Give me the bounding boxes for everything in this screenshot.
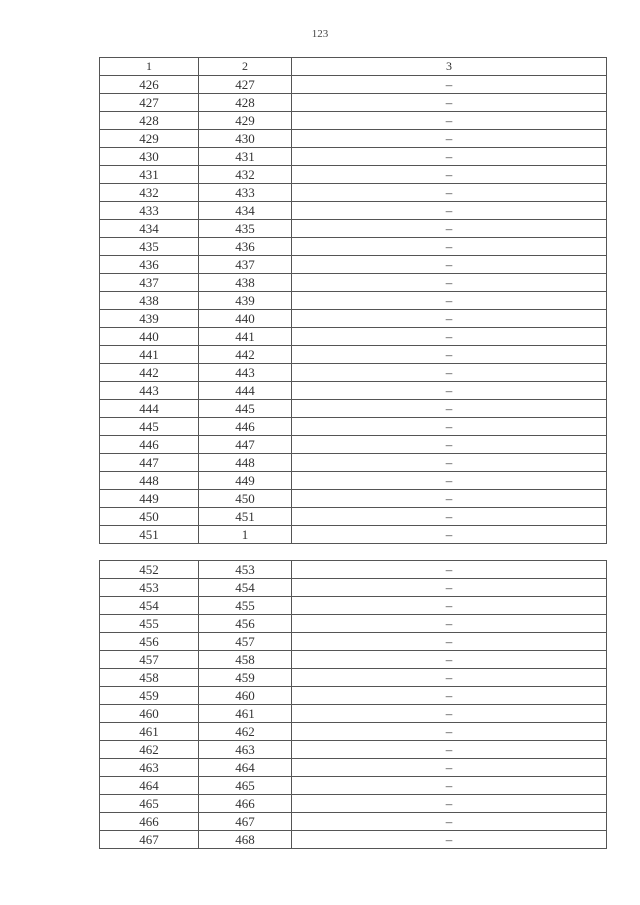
table-cell: –	[292, 651, 607, 669]
table-cell: 463	[100, 759, 199, 777]
table-cell: 457	[100, 651, 199, 669]
table-row	[100, 633, 607, 651]
table-cell: 454	[199, 579, 292, 597]
table-cell: 434	[100, 220, 199, 238]
table-cell: –	[292, 220, 607, 238]
table-cell: –	[292, 741, 607, 759]
table-cell: 461	[199, 705, 292, 723]
table-cell: 439	[100, 310, 199, 328]
table-cell: 444	[199, 382, 292, 400]
table-row	[100, 346, 607, 364]
table-row	[100, 202, 607, 220]
table-cell: –	[292, 202, 607, 220]
table-cell: –	[292, 346, 607, 364]
data-table-container	[99, 57, 606, 849]
data-table	[99, 57, 607, 849]
header-row	[100, 58, 607, 76]
table-cell: 464	[199, 759, 292, 777]
table-cell: 442	[199, 346, 292, 364]
table-cell: –	[292, 76, 607, 94]
table-row	[100, 400, 607, 418]
table-cell: –	[292, 831, 607, 849]
table-cell: –	[292, 148, 607, 166]
table-row	[100, 813, 607, 831]
table-cell: –	[292, 382, 607, 400]
table-row	[100, 831, 607, 849]
table-row	[100, 561, 607, 579]
table-cell: 465	[100, 795, 199, 813]
table-cell: 433	[100, 202, 199, 220]
table-cell: 457	[199, 633, 292, 651]
table-cell: 1	[199, 526, 292, 544]
table-cell: –	[292, 597, 607, 615]
table-cell: 427	[100, 94, 199, 112]
table-cell: –	[292, 400, 607, 418]
table-cell: 437	[199, 256, 292, 274]
table-cell: –	[292, 705, 607, 723]
table-cell: 451	[100, 526, 199, 544]
table-cell: 440	[199, 310, 292, 328]
table-cell: 462	[199, 723, 292, 741]
table-cell: 451	[199, 508, 292, 526]
table-cell: –	[292, 256, 607, 274]
table-row	[100, 238, 607, 256]
table-cell: –	[292, 669, 607, 687]
table-cell: 449	[100, 490, 199, 508]
table-cell: 458	[100, 669, 199, 687]
table-row	[100, 508, 607, 526]
table-cell: 447	[100, 454, 199, 472]
table-row	[100, 651, 607, 669]
table-cell: 428	[100, 112, 199, 130]
table-cell: 446	[199, 418, 292, 436]
table-body-top	[100, 76, 607, 544]
table-row	[100, 436, 607, 454]
table-cell: –	[292, 561, 607, 579]
table-cell: 455	[199, 597, 292, 615]
table-cell: 452	[100, 561, 199, 579]
table-row	[100, 526, 607, 544]
table-row	[100, 615, 607, 633]
table-row	[100, 274, 607, 292]
table-cell: –	[292, 526, 607, 544]
table-row	[100, 328, 607, 346]
table-cell: 438	[100, 292, 199, 310]
table-row	[100, 759, 607, 777]
table-cell: 461	[100, 723, 199, 741]
table-row	[100, 220, 607, 238]
table-row	[100, 256, 607, 274]
table-cell: –	[292, 454, 607, 472]
table-cell: –	[292, 759, 607, 777]
table-cell: 466	[199, 795, 292, 813]
table-cell: –	[292, 112, 607, 130]
table-cell: –	[292, 436, 607, 454]
table-cell: 454	[100, 597, 199, 615]
table-cell: –	[292, 238, 607, 256]
table-cell: 435	[199, 220, 292, 238]
table-cell: 443	[100, 382, 199, 400]
table-cell: –	[292, 472, 607, 490]
table-row	[100, 94, 607, 112]
table-cell: 440	[100, 328, 199, 346]
table-cell: 445	[100, 418, 199, 436]
table-cell: 434	[199, 202, 292, 220]
table-row	[100, 723, 607, 741]
table-row	[100, 310, 607, 328]
table-gap	[100, 544, 607, 561]
table-row	[100, 795, 607, 813]
table-cell: –	[292, 418, 607, 436]
table-cell: 431	[100, 166, 199, 184]
table-cell: –	[292, 94, 607, 112]
table-cell: 456	[100, 633, 199, 651]
table-cell: 432	[100, 184, 199, 202]
table-row	[100, 76, 607, 94]
table-cell: 449	[199, 472, 292, 490]
table-cell: 456	[199, 615, 292, 633]
table-cell: 428	[199, 94, 292, 112]
table-cell: 462	[100, 741, 199, 759]
table-cell: 447	[199, 436, 292, 454]
table-cell: 444	[100, 400, 199, 418]
table-row	[100, 687, 607, 705]
table-cell: 460	[199, 687, 292, 705]
table-cell: 465	[199, 777, 292, 795]
table-cell: 429	[100, 130, 199, 148]
table-cell: 430	[100, 148, 199, 166]
table-cell: –	[292, 687, 607, 705]
table-row	[100, 669, 607, 687]
table-cell: –	[292, 813, 607, 831]
table-cell: 429	[199, 112, 292, 130]
table-row	[100, 166, 607, 184]
table-cell: 442	[100, 364, 199, 382]
column-header: 3	[292, 58, 607, 76]
table-cell: –	[292, 130, 607, 148]
table-cell: –	[292, 292, 607, 310]
column-header: 1	[100, 58, 199, 76]
table-row	[100, 472, 607, 490]
table-body-bottom	[100, 561, 607, 849]
table-cell: –	[292, 364, 607, 382]
table-cell: 450	[199, 490, 292, 508]
table-cell: 433	[199, 184, 292, 202]
table-row	[100, 382, 607, 400]
table-cell: 453	[199, 561, 292, 579]
gap-row	[100, 544, 607, 561]
table-cell: 460	[100, 705, 199, 723]
table-row	[100, 579, 607, 597]
column-header: 2	[199, 58, 292, 76]
table-row	[100, 292, 607, 310]
table-cell: 455	[100, 615, 199, 633]
table-cell: 458	[199, 651, 292, 669]
table-cell: 426	[100, 76, 199, 94]
table-cell: –	[292, 184, 607, 202]
table-cell: 467	[199, 813, 292, 831]
table-cell: 448	[100, 472, 199, 490]
table-cell: 439	[199, 292, 292, 310]
table-cell: 437	[100, 274, 199, 292]
table-row	[100, 454, 607, 472]
table-cell: 459	[100, 687, 199, 705]
table-row	[100, 112, 607, 130]
table-cell: 432	[199, 166, 292, 184]
table-cell: 427	[199, 76, 292, 94]
table-row	[100, 184, 607, 202]
table-cell: –	[292, 633, 607, 651]
table-cell: 436	[100, 256, 199, 274]
table-cell: –	[292, 723, 607, 741]
table-row	[100, 777, 607, 795]
table-cell: 448	[199, 454, 292, 472]
table-cell: 466	[100, 813, 199, 831]
table-row	[100, 148, 607, 166]
table-row	[100, 130, 607, 148]
table-cell: 431	[199, 148, 292, 166]
table-row	[100, 364, 607, 382]
table-cell: –	[292, 328, 607, 346]
table-cell: 436	[199, 238, 292, 256]
table-cell: 441	[199, 328, 292, 346]
table-cell: 438	[199, 274, 292, 292]
table-cell: 463	[199, 741, 292, 759]
page-number: 123	[311, 28, 329, 40]
table-cell: 446	[100, 436, 199, 454]
table-row	[100, 705, 607, 723]
table-row	[100, 597, 607, 615]
table-cell: 441	[100, 346, 199, 364]
table-cell: –	[292, 508, 607, 526]
table-cell: –	[292, 166, 607, 184]
table-cell: 464	[100, 777, 199, 795]
table-cell: –	[292, 615, 607, 633]
table-cell: –	[292, 274, 607, 292]
table-cell: 443	[199, 364, 292, 382]
table-cell: 450	[100, 508, 199, 526]
table-row	[100, 418, 607, 436]
table-row	[100, 490, 607, 508]
table-cell: –	[292, 777, 607, 795]
table-cell: 430	[199, 130, 292, 148]
table-cell: 453	[100, 579, 199, 597]
table-cell: 459	[199, 669, 292, 687]
table-cell: 467	[100, 831, 199, 849]
table-cell: 445	[199, 400, 292, 418]
table-row	[100, 741, 607, 759]
table-cell: –	[292, 579, 607, 597]
table-cell: –	[292, 310, 607, 328]
table-cell: 468	[199, 831, 292, 849]
table-cell: –	[292, 795, 607, 813]
table-cell: –	[292, 490, 607, 508]
table-cell: 435	[100, 238, 199, 256]
